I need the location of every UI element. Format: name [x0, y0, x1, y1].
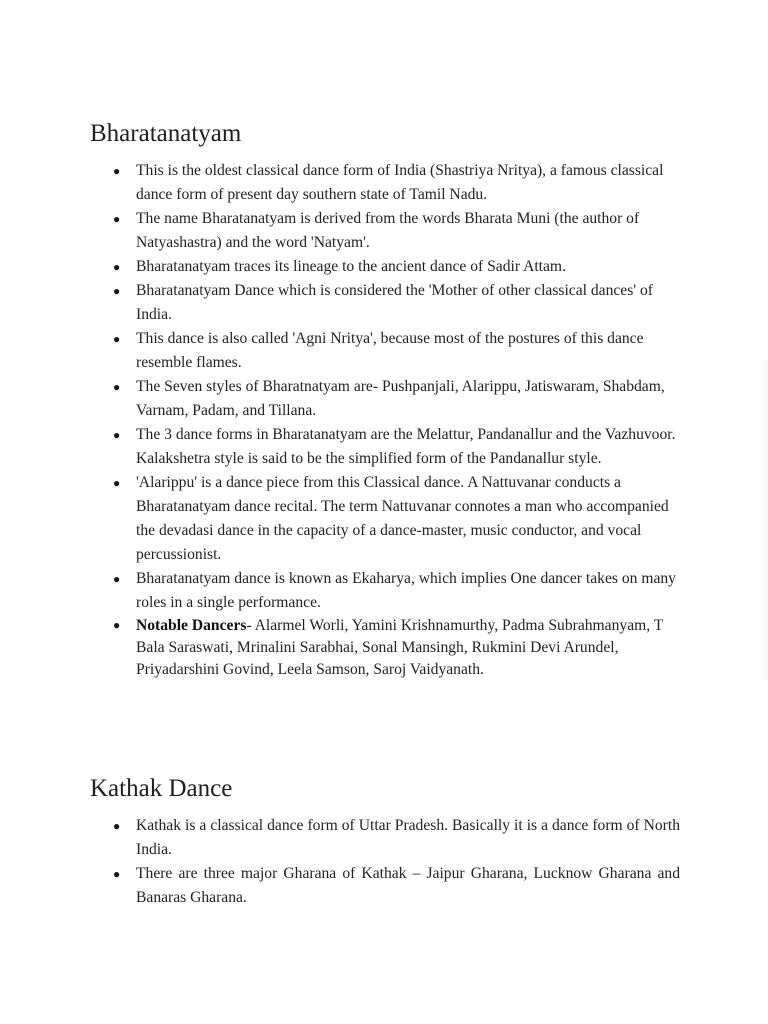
bullet-icon: ● — [113, 332, 121, 346]
list-item-text: This is the oldest classical dance form of India (Shastriya Nritya), a famous classical dance form of present day southern state of Tamil Nadu. — [136, 162, 664, 203]
list-item-text: The 3 dance forms in Bharatanatyam are the Melattur, Pandanallur and the Vazhuvoor. Kalakshetra style is said to be the simplified form of the Pandanallur style. — [136, 426, 676, 467]
list-item-text: Bharatanatyam dance is known as Ekaharya, which implies One dancer takes on many roles in a single performance. — [136, 570, 676, 611]
bullet-icon: ● — [113, 380, 121, 394]
bullet-icon: ● — [113, 572, 121, 586]
bullet-icon: ● — [113, 284, 121, 298]
bullet-icon: ● — [113, 428, 121, 442]
bullet-icon: ● — [113, 618, 121, 632]
section-heading-kathak: Kathak Dance — [90, 775, 233, 802]
list-item — [110, 567, 680, 615]
list-item — [110, 327, 680, 375]
list-item — [110, 279, 680, 327]
list-item-text: 'Alarippu' is a dance piece from this Classical dance. A Nattuvanar conducts a Bharatanatyam dance recital. The term Nattuvanar connotes a man who accompanied the devadasi dance in the capacity of a dance-master, music conductor, and vocal percussionist. — [136, 474, 669, 563]
list-item-notable-dancers — [110, 615, 680, 680]
bharatanatyam-bullet-list — [110, 159, 680, 680]
list-item-text: The name Bharatanatyam is derived from the words Bharata Muni (the author of Natyashastra) and the word 'Natyam'. — [136, 210, 640, 251]
list-item — [110, 862, 680, 910]
bullet-icon: ● — [113, 212, 121, 226]
bullet-icon: ● — [113, 164, 121, 178]
section-heading-bharatanatyam: Bharatanatyam — [90, 120, 242, 147]
list-item — [110, 423, 680, 471]
list-item — [110, 471, 680, 567]
list-item — [110, 375, 680, 423]
page-edge-shadow — [760, 360, 768, 680]
list-item — [110, 159, 680, 207]
list-item-text: Bharatanatyam traces its lineage to the ancient dance of Sadir Attam. — [136, 258, 566, 275]
list-item-text: The Seven styles of Bharatnatyam are- Pushpanjali, Alarippu, Jatiswaram, Shabdam, Varnam, Padam, and Tillana. — [136, 378, 665, 419]
list-item-text: This dance is also called 'Agni Nritya', because most of the postures of this dance resemble flames. — [136, 330, 644, 371]
list-item — [110, 255, 680, 279]
bullet-icon: ● — [113, 819, 121, 833]
list-item — [110, 814, 680, 862]
list-item-text: Bharatanatyam Dance which is considered the 'Mother of other classical dances' of India. — [136, 282, 653, 323]
notable-dancers-text: - Alarmel Worli, Yamini Krishnamurthy, Padma Subrahmanyam, T Bala Saraswati, Mrinalini Sarabhai, Sonal Mansingh, Rukmini Devi Arundel, Priyadarshini Govind, Leela Samson, Saroj Vaidyanath. — [136, 617, 663, 678]
bullet-icon: ● — [113, 476, 121, 490]
list-item-text: There are three major Gharana of Kathak – Jaipur Gharana, Lucknow Gharana and Banaras Gharana. — [136, 865, 680, 906]
bullet-icon: ● — [113, 260, 121, 274]
kathak-bullet-list — [110, 814, 680, 910]
list-item — [110, 207, 680, 255]
notable-dancers-label: Notable Dancers — [136, 617, 247, 634]
bullet-icon: ● — [113, 867, 121, 881]
list-item-text: Kathak is a classical dance form of Uttar Pradesh. Basically it is a dance form of North India. — [136, 817, 680, 858]
